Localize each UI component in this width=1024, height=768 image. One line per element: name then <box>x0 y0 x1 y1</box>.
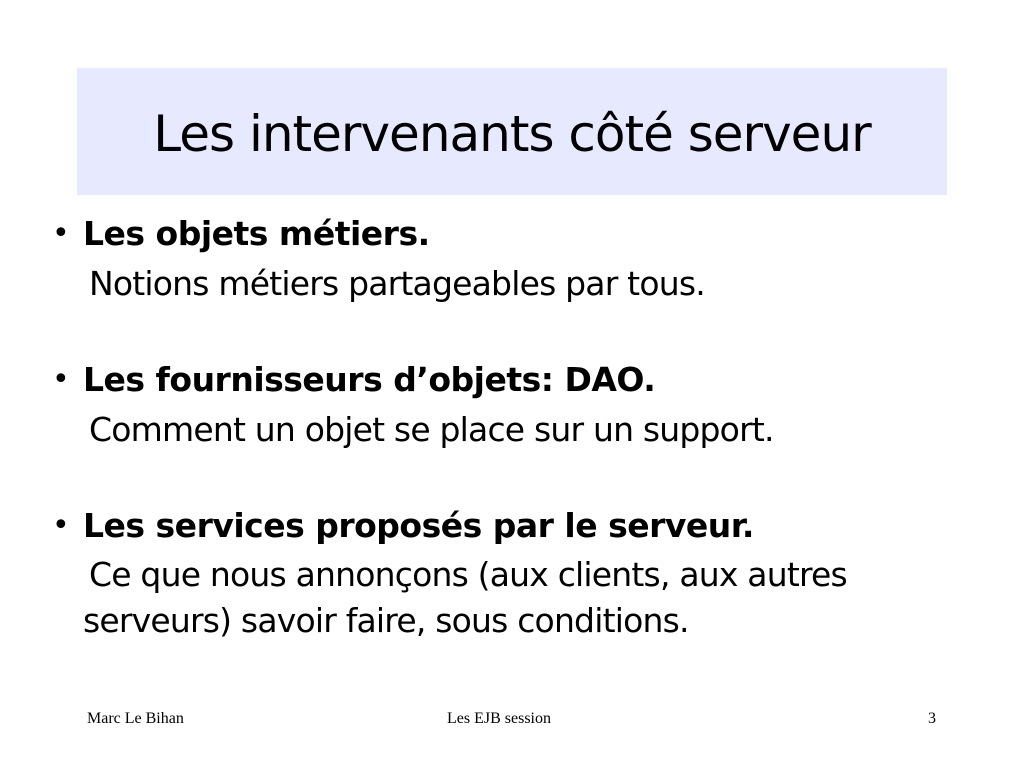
bullet-heading: Les fournisseurs d’objets: DAO. <box>83 360 656 399</box>
footer-author: Marc Le Bihan <box>87 710 184 727</box>
bullet-icon: • <box>52 508 70 543</box>
bullet-icon: • <box>52 216 70 251</box>
bullet-icon: • <box>52 362 70 397</box>
bullet-body: Notions métiers partageables par tous. <box>89 264 705 303</box>
bullet-body: Ce que nous annonçons (aux clients, aux autres serveurs) savoir faire, sous conditions. <box>83 555 847 640</box>
bullet-item <box>52 360 962 453</box>
footer-course-title: Les EJB session <box>447 710 551 727</box>
slide-title: Les intervenants côté serveur <box>153 104 871 163</box>
bullet-item <box>52 214 962 307</box>
bullet-heading: Les objets métiers. <box>83 214 430 253</box>
title-box <box>77 68 947 195</box>
bullet-item <box>52 506 962 644</box>
bullet-heading: Les services proposés par le serveur. <box>83 506 754 545</box>
bullet-body: Comment un objet se place sur un support. <box>89 410 774 449</box>
bullet-heading-row <box>52 360 962 400</box>
bullet-heading-row <box>52 506 962 546</box>
bullet-heading-row <box>52 214 962 254</box>
footer-page-number: 3 <box>928 710 936 727</box>
